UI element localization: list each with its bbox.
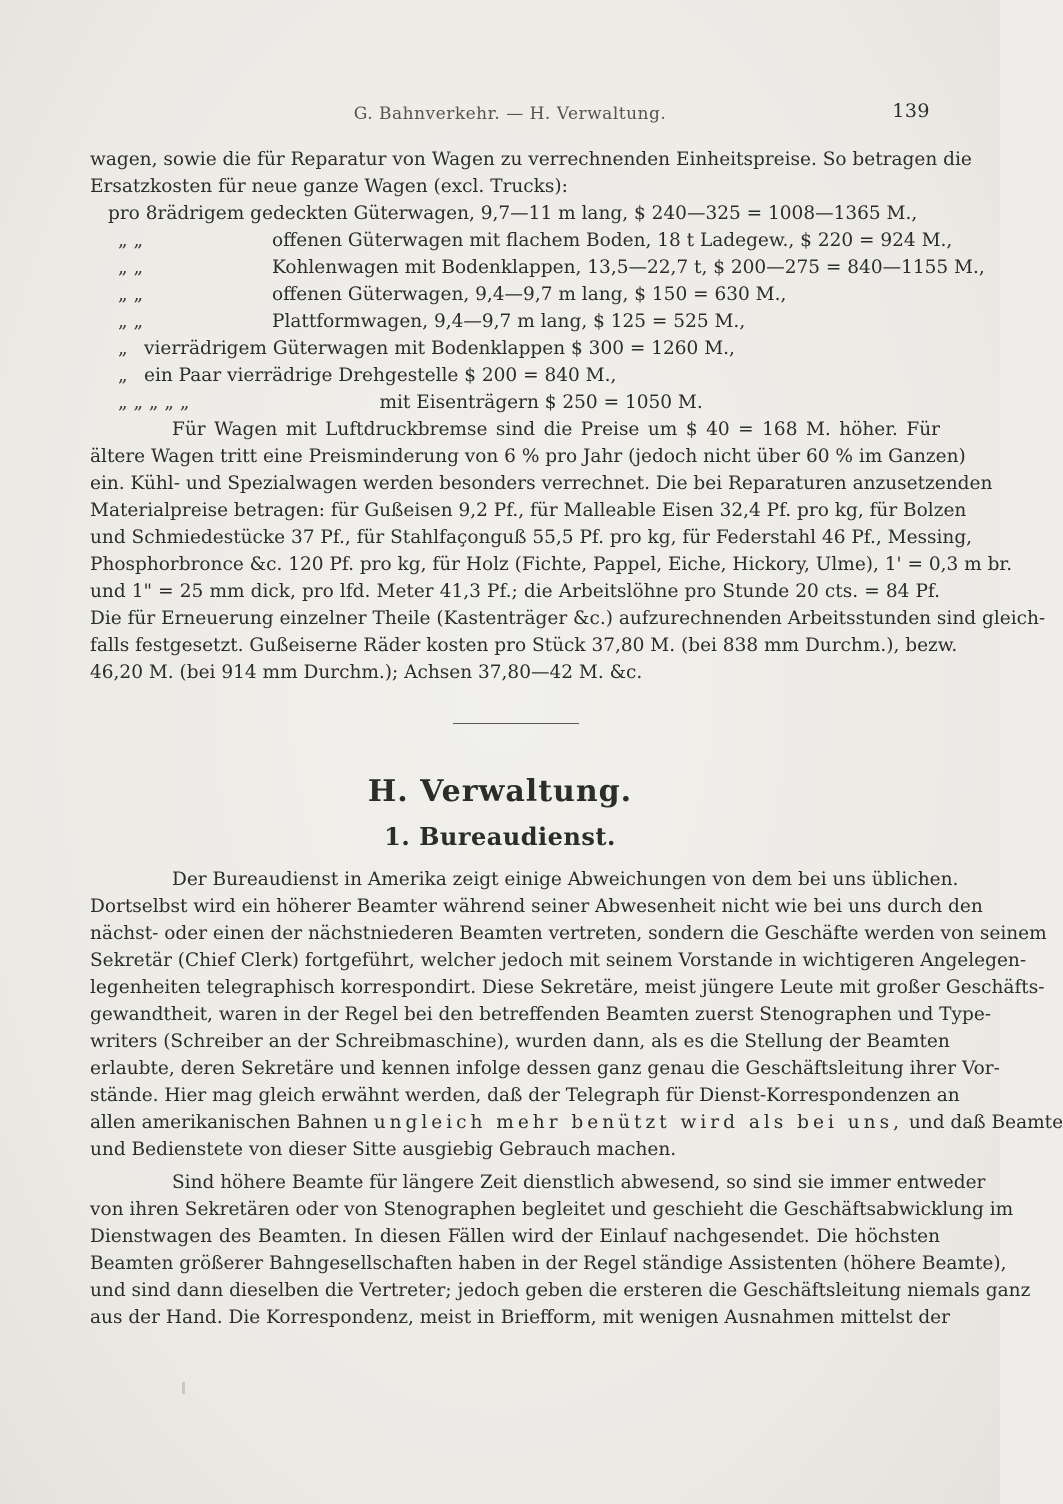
- text-line: stände. Hier mag gleich erwähnt werden, daß der Telegraph für Dienst-Korrespondenzen an: [90, 1085, 960, 1106]
- text-line: Für Wagen mit Luftdruckbremse sind die Preise um $ 40 = 168 M. höher. Für: [172, 419, 940, 440]
- text-line: Sind höhere Beamte für längere Zeit dienstlich abwesend, so sind sie immer entweder: [172, 1172, 986, 1193]
- price-list-text: Kohlenwagen mit Bodenklappen, 13,5—22,7 t, $ 200—275 = 840—1155 M.,: [272, 257, 985, 278]
- price-list-text: vierrädrigem Güterwagen mit Bodenklappen $ 300 = 1260 M.,: [144, 338, 735, 359]
- text-line: 46,20 M. (bei 914 mm Durchm.); Achsen 37,80—42 M. &c.: [90, 662, 643, 683]
- price-list-item: [90, 362, 940, 389]
- text-line: wagen, sowie die für Reparatur von Wagen zu verrechnenden Einheitspreise. So betragen die: [90, 149, 972, 170]
- text-line: ältere Wagen tritt eine Preisminderung von 6 % pro Jahr (jedoch nicht über 60 % im Ganzen): [90, 446, 966, 467]
- text-span: und daß Beamte: [908, 1112, 1063, 1133]
- wagon-prices-block: [90, 146, 1046, 686]
- text-line: aus der Hand. Die Korrespondenz, meist in Briefform, mit wenigen Ausnahmen mittelst der: [90, 1307, 950, 1328]
- ditto-mark: „ „ „ „ „: [118, 392, 190, 413]
- emphasized-text: ungleich mehr benützt wird als bei uns,: [373, 1112, 903, 1133]
- price-list-item: [90, 389, 940, 416]
- price-list-item: [90, 281, 940, 308]
- section-divider: [453, 723, 579, 724]
- text-span: allen amerikanischen Bahnen: [90, 1112, 368, 1133]
- bureaudienst-block: [90, 866, 1063, 1331]
- page-number: 139: [892, 100, 930, 122]
- text-line: ein. Kühl- und Spezialwagen werden besonders verrechnet. Die bei Reparaturen anzusetzenden: [90, 473, 993, 494]
- text-line: Phosphorbronce &c. 120 Pf. pro kg, für Holz (Fichte, Pappel, Eiche, Hickory, Ulme), 1' = 0,3 m br.: [90, 554, 1013, 575]
- price-list-item: [90, 335, 940, 362]
- ditto-mark: „: [118, 365, 128, 386]
- ditto-mark: „: [118, 338, 128, 359]
- price-list-text: mit Eisenträgern $ 250 = 1050 M.: [379, 392, 703, 413]
- text-line: und sind dann dieselben die Vertreter; jedoch geben die ersteren die Geschäftsleitung niemals ganz: [90, 1280, 1031, 1301]
- text-line: falls festgesetzt. Gußeiserne Räder kosten pro Stück 37,80 M. (bei 838 mm Durchm.), bezw.: [90, 635, 958, 656]
- text-line: Die für Erneuerung einzelner Theile (Kastenträger &c.) aufzurechnenden Arbeitsstunden sind gleich-: [90, 608, 1046, 629]
- text-line: nächst- oder einen der nächstniederen Beamten vertreten, sondern die Geschäfte werden von seinem: [90, 923, 1047, 944]
- price-list-item: [90, 227, 953, 254]
- price-list-text: offenen Güterwagen mit flachem Boden, 18 t Ladegew., $ 220 = 924 M.,: [272, 230, 953, 251]
- ditto-mark: „ „: [118, 257, 144, 278]
- price-list-text: offenen Güterwagen, 9,4—9,7 m lang, $ 150 = 630 M.,: [272, 284, 787, 305]
- text-line: und Schmiedestücke 37 Pf., für Stahlfaçonguß 55,5 Pf. pro kg, für Federstahl 46 Pf., Messing,: [90, 527, 973, 548]
- text-line: [90, 1109, 1063, 1136]
- price-list-item: pro 8rädrigem gedeckten Güterwagen, 9,7—11 m lang, $ 240—325 = 1008—1365 M.,: [108, 203, 918, 224]
- text-line: Dienstwagen des Beamten. In diesen Fällen wird der Einlauf nachgesendet. Die höchsten: [90, 1226, 940, 1247]
- price-list-item: [90, 308, 940, 335]
- paper-blemish: [182, 1382, 185, 1394]
- subsection-title: 1. Bureaudienst.: [384, 822, 616, 851]
- text-line: von ihren Sekretären oder von Stenographen begleitet und geschieht die Geschäftsabwicklung im: [90, 1199, 1014, 1220]
- price-list-text: ein Paar vierrädrige Drehgestelle $ 200 = 840 M.,: [144, 365, 617, 386]
- text-line: writers (Schreiber an der Schreibmaschine), wurden dann, als es die Stellung der Beamten: [90, 1031, 950, 1052]
- price-list-item: [90, 254, 985, 281]
- running-head-title: G. Bahnverkehr. — H. Verwaltung.: [353, 104, 667, 124]
- running-head: [90, 100, 930, 130]
- text-line: und 1" = 25 mm dick, pro lfd. Meter 41,3 Pf.; die Arbeitslöhne pro Stunde 20 cts. = 84 Pf.: [90, 581, 940, 602]
- section-title: H. Verwaltung.: [367, 774, 633, 809]
- ditto-mark: „ „: [118, 284, 144, 305]
- text-line: Ersatzkosten für neue ganze Wagen (excl. Trucks):: [90, 176, 568, 197]
- text-line: Beamten größerer Bahngesellschaften haben in der Regel ständige Assistenten (höhere Beamte),: [90, 1253, 1007, 1274]
- text-line: und Bedienstete von dieser Sitte ausgiebig Gebrauch machen.: [90, 1139, 677, 1160]
- text-line: Dortselbst wird ein höherer Beamter während seiner Abwesenheit nicht wie bei uns durch den: [90, 896, 983, 917]
- price-list-text: Plattformwagen, 9,4—9,7 m lang, $ 125 = 525 M.,: [272, 311, 746, 332]
- text-line: Materialpreise betragen: für Gußeisen 9,2 Pf., für Malleable Eisen 32,4 Pf. pro kg, für Bolzen: [90, 500, 967, 521]
- text-line: Der Bureaudienst in Amerika zeigt einige Abweichungen von dem bei uns üblichen.: [172, 869, 959, 890]
- text-line: gewandtheit, waren in der Regel bei den betreffenden Beamten zuerst Stenographen und Type-: [90, 1004, 992, 1025]
- ditto-mark: „ „: [118, 230, 144, 251]
- ditto-mark: „ „: [118, 311, 144, 332]
- text-line: erlaubte, deren Sekretäre und kennen infolge dessen ganz genau die Geschäftsleitung ihrer Vor-: [90, 1058, 1000, 1079]
- text-line: legenheiten telegraphisch korrespondirt. Diese Sekretäre, meist jüngere Leute mit großer Geschäfts-: [90, 977, 1045, 998]
- text-line: Sekretär (Chief Clerk) fortgeführt, welcher jedoch mit seinem Vorstande in wichtigeren Angelegen-: [90, 950, 1027, 971]
